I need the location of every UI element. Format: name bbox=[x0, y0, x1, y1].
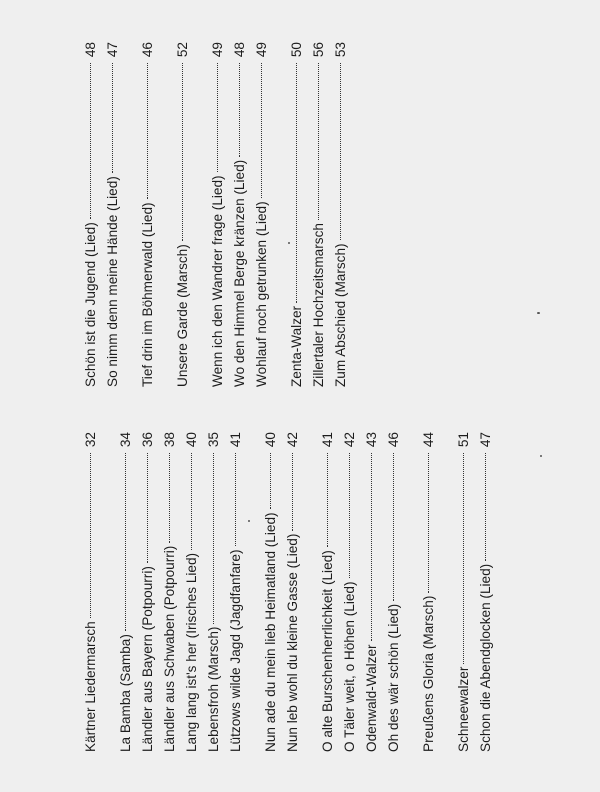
dot-leader bbox=[147, 63, 148, 199]
dot-leader bbox=[485, 453, 486, 561]
entry-page-number: 35 bbox=[206, 432, 221, 448]
entry-page-number: 56 bbox=[311, 42, 326, 58]
section-gap bbox=[194, 42, 207, 387]
index-entry bbox=[207, 42, 229, 387]
entry-title: Wo den Himmel Berge kränzen (Lied) bbox=[232, 159, 247, 387]
index-entry bbox=[418, 432, 440, 752]
entry-title: Nun leb wohl du kleine Gasse (Lied) bbox=[285, 533, 300, 752]
entry-title: Schön ist die Jugend (Lied) bbox=[83, 222, 98, 387]
entry-title: O Täler weit, o Höhen (Lied) bbox=[342, 581, 357, 752]
entry-page-number: 52 bbox=[175, 42, 190, 58]
index-entry bbox=[137, 42, 159, 387]
index-entry bbox=[453, 432, 475, 752]
dot-leader bbox=[191, 453, 192, 550]
dot-leader bbox=[213, 453, 214, 624]
dot-leader bbox=[318, 63, 319, 220]
dot-leader bbox=[292, 453, 293, 531]
dot-leader bbox=[340, 63, 341, 240]
entry-page-number: 51 bbox=[456, 432, 471, 448]
entry-title: Unsere Garde (Marsch) bbox=[175, 244, 190, 387]
entry-page-number: 36 bbox=[140, 432, 155, 448]
dot-leader bbox=[90, 63, 91, 219]
dot-leader bbox=[371, 453, 372, 641]
entry-title: Zum Abschied (Marsch) bbox=[333, 243, 348, 387]
entry-page-number: 40 bbox=[184, 432, 199, 448]
entry-page-number: 32 bbox=[83, 432, 98, 448]
index-column-right bbox=[80, 42, 352, 387]
entry-title: Tief drin im Böhmerwald (Lied) bbox=[140, 202, 155, 387]
entry-page-number: 50 bbox=[289, 42, 304, 58]
scan-speck bbox=[540, 455, 542, 457]
dot-leader bbox=[261, 63, 262, 198]
entry-title: Lützows wilde Jagd (Jagdfanfare) bbox=[228, 549, 243, 752]
index-entry bbox=[137, 432, 159, 752]
index-entry bbox=[80, 42, 102, 387]
scan-speck bbox=[288, 242, 290, 244]
section-gap bbox=[304, 432, 317, 752]
dot-leader bbox=[327, 453, 328, 547]
dot-leader bbox=[296, 63, 297, 303]
entry-title: Ländler aus Schwaben (Potpourri) bbox=[162, 545, 177, 752]
index-entry bbox=[383, 432, 405, 752]
entry-title: Zillertaler Hochzeitsmarsch bbox=[311, 223, 326, 387]
index-entry bbox=[229, 42, 251, 387]
index-entry bbox=[80, 432, 102, 752]
dot-leader bbox=[217, 63, 218, 172]
entry-title: Ländler aus Bayern (Potpourri) bbox=[140, 566, 155, 752]
entry-page-number: 40 bbox=[263, 432, 278, 448]
section-gap bbox=[405, 432, 418, 752]
entry-page-number: 42 bbox=[285, 432, 300, 448]
section-gap bbox=[273, 42, 286, 387]
dot-leader bbox=[428, 453, 429, 593]
entry-title: La Bamba (Samba) bbox=[118, 634, 133, 752]
entry-title: Wenn ich den Wandrer frage (Lied) bbox=[210, 175, 225, 387]
dot-leader bbox=[349, 453, 350, 578]
dot-leader bbox=[463, 453, 464, 664]
dot-leader bbox=[235, 453, 236, 546]
entry-page-number: 44 bbox=[421, 432, 436, 448]
dot-leader bbox=[112, 63, 113, 173]
dot-leader bbox=[147, 453, 148, 563]
entry-title: Wohlauf noch getrunken (Lied) bbox=[254, 201, 269, 387]
entry-title: Lang lang ist's her (Irisches Lied) bbox=[184, 552, 199, 752]
dot-leader bbox=[393, 453, 394, 601]
entry-title: Schneewalzer bbox=[456, 666, 471, 752]
index-entry bbox=[159, 432, 181, 752]
index-entry bbox=[308, 42, 330, 387]
index-column-left bbox=[80, 432, 497, 752]
entry-page-number: 48 bbox=[83, 42, 98, 58]
entry-title: Odenwald-Walzer bbox=[364, 644, 379, 752]
section-gap bbox=[159, 42, 172, 387]
section-gap bbox=[440, 432, 453, 752]
entry-page-number: 41 bbox=[228, 432, 243, 448]
index-entry bbox=[203, 432, 225, 752]
entry-title: So nimm denn meine Hände (Lied) bbox=[105, 176, 120, 387]
entry-title: Nun ade du mein lieb Heimatland (Lied) bbox=[263, 512, 278, 752]
index-entry bbox=[181, 432, 203, 752]
entry-page-number: 34 bbox=[118, 432, 133, 448]
entry-title: Zenta-Walzer bbox=[289, 305, 304, 387]
entry-page-number: 42 bbox=[342, 432, 357, 448]
index-entry bbox=[339, 432, 361, 752]
dot-leader bbox=[270, 453, 271, 509]
entry-title: O alte Burschenherrlichkeit (Lied) bbox=[320, 550, 335, 752]
dot-leader bbox=[239, 63, 240, 157]
index-entry bbox=[282, 432, 304, 752]
entry-page-number: 38 bbox=[162, 432, 177, 448]
index-entry bbox=[330, 42, 352, 387]
entry-page-number: 47 bbox=[105, 42, 120, 58]
entry-page-number: 53 bbox=[333, 42, 348, 58]
index-entry bbox=[115, 432, 137, 752]
index-entry bbox=[286, 42, 308, 387]
index-entry bbox=[317, 432, 339, 752]
entry-page-number: 41 bbox=[320, 432, 335, 448]
index-entry bbox=[260, 432, 282, 752]
entry-page-number: 48 bbox=[232, 42, 247, 58]
index-entry bbox=[361, 432, 383, 752]
section-gap bbox=[124, 42, 137, 387]
dot-leader bbox=[169, 453, 170, 543]
section-gap bbox=[102, 432, 115, 752]
entry-title: Kärtner Liedermarsch bbox=[83, 621, 98, 752]
entry-page-number: 46 bbox=[140, 42, 155, 58]
entry-title: Lebensfroh (Marsch) bbox=[206, 626, 221, 752]
index-entry bbox=[475, 432, 497, 752]
entry-page-number: 43 bbox=[364, 432, 379, 448]
entry-page-number: 49 bbox=[210, 42, 225, 58]
dot-leader bbox=[90, 453, 91, 618]
entry-page-number: 49 bbox=[254, 42, 269, 58]
entry-title: Preußens Gloria (Marsch) bbox=[421, 595, 436, 752]
section-gap bbox=[247, 432, 260, 752]
index-entry bbox=[172, 42, 194, 387]
index-entry bbox=[225, 432, 247, 752]
entry-title: Oh des wär schön (Lied) bbox=[386, 603, 401, 752]
entry-page-number: 46 bbox=[386, 432, 401, 448]
index-entry bbox=[102, 42, 124, 387]
scan-speck bbox=[537, 312, 540, 314]
scan-speck bbox=[248, 520, 250, 522]
entry-title: Schon die Abendglocken (Lied) bbox=[478, 563, 493, 752]
index-entry bbox=[251, 42, 273, 387]
dot-leader bbox=[182, 63, 183, 241]
dot-leader bbox=[125, 453, 126, 631]
entry-page-number: 47 bbox=[478, 432, 493, 448]
